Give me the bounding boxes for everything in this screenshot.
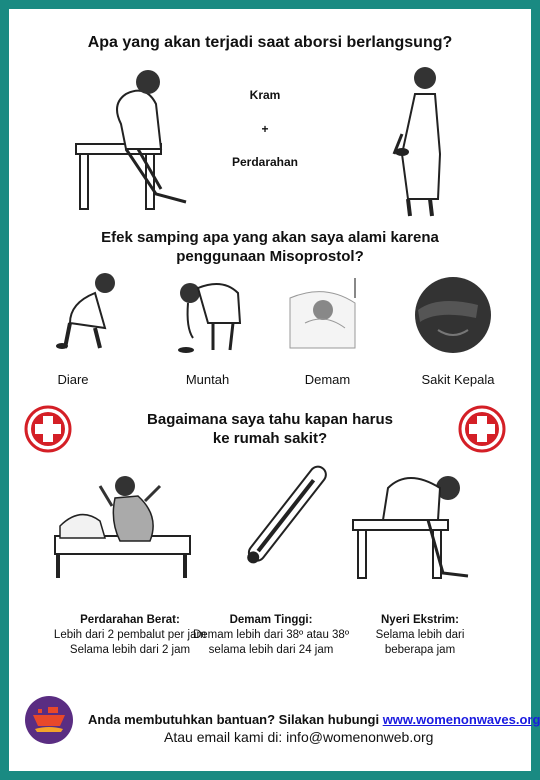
caption-extreme-pain-line2: beberapa jam [384, 644, 456, 656]
label-headache: Sakit Kepala [421, 372, 495, 387]
caption-extreme-pain-heading: Nyeri Ekstrim: [381, 614, 459, 626]
section1-title: Apa yang akan terjadi saat aborsi berlangsung? [87, 34, 453, 51]
section3-title [0, 410, 540, 448]
section2-title-line1: Efek samping apa yang akan saya alami karena [101, 229, 439, 246]
diarrhea-illustration [50, 268, 130, 353]
caption-high-fever-heading: Demam Tinggi: [229, 614, 313, 626]
caption-high-fever-line1: Demam lebih dari 38º atau 38º [192, 629, 350, 641]
label-fever: Demam [304, 372, 351, 387]
woman-cramping-illustration [66, 64, 196, 214]
section2-title [0, 228, 540, 266]
section3-title-line1: Bagaimana saya tahu kapan harus [147, 411, 393, 428]
footer-question: Anda membutuhkan bantuan? Silakan hubungi [88, 712, 383, 727]
caption-extreme-pain [335, 613, 505, 658]
womenonwaves-link[interactable]: www.womenonwaves.org [382, 712, 540, 727]
section2-title-line2: penggunaan Misoprostol? [176, 248, 364, 265]
label-diarrhea: Diare [57, 372, 89, 387]
label-vomiting: Muntah [185, 372, 230, 387]
caption-heavy-bleeding-line1: Lebih dari 2 pembalut per jam [53, 629, 207, 641]
symptom-cramps: Kram [249, 88, 281, 102]
symptom-bleeding: Perdarahan [231, 155, 299, 169]
caption-high-fever [186, 613, 356, 658]
headache-illustration [408, 270, 493, 355]
woman-bleeding-bed-illustration [50, 466, 195, 581]
caption-heavy-bleeding-heading: Perdarahan Berat: [80, 614, 180, 626]
caption-extreme-pain-line1: Selama lebih dari [375, 629, 465, 641]
caption-high-fever-line2: selama lebih dari 24 jam [208, 644, 334, 656]
fever-illustration [285, 268, 365, 353]
woman-bleeding-illustration [380, 64, 460, 219]
caption-heavy-bleeding-line2: Selama lebih dari 2 jam [69, 644, 191, 656]
women-on-waves-logo-icon [24, 695, 74, 745]
footer-help-line [88, 712, 540, 727]
vomiting-illustration [168, 268, 253, 358]
section3-title-line2: ke rumah sakit? [212, 430, 328, 447]
woman-extreme-pain-illustration [348, 458, 473, 583]
plus-sign: + [261, 122, 269, 136]
thermometer-illustration [232, 450, 337, 585]
footer-email-line: Atau email kami di: info@womenonweb.org [164, 729, 434, 745]
